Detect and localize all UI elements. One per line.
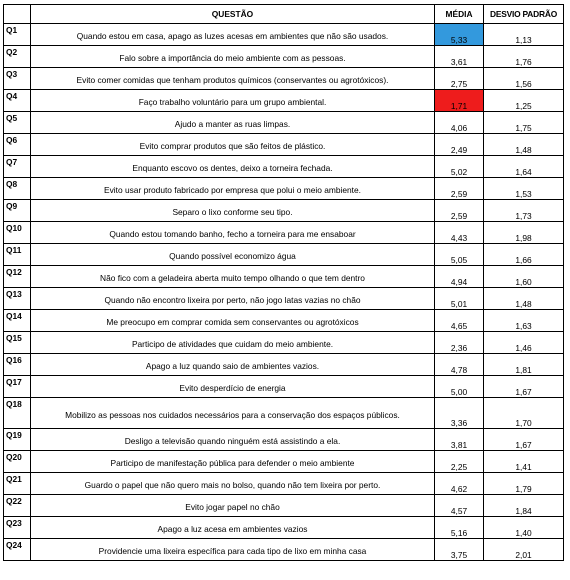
question-text: Me preocupo em comprar comida sem conservantes ou agrotóxicos <box>31 310 435 332</box>
question-id: Q6 <box>4 134 31 156</box>
question-text: Quando possível economizo água <box>31 244 435 266</box>
mean-value: 5,00 <box>435 376 484 398</box>
question-id: Q3 <box>4 68 31 90</box>
question-id: Q14 <box>4 310 31 332</box>
sd-value: 1,63 <box>484 310 564 332</box>
mean-value: 3,36 <box>435 398 484 429</box>
sd-value: 1,67 <box>484 376 564 398</box>
mean-value: 2,75 <box>435 68 484 90</box>
sd-value: 1,64 <box>484 156 564 178</box>
mean-value: 2,59 <box>435 200 484 222</box>
mean-value: 1,71 <box>435 90 484 112</box>
question-id: Q15 <box>4 332 31 354</box>
question-id: Q17 <box>4 376 31 398</box>
question-id: Q8 <box>4 178 31 200</box>
question-id: Q5 <box>4 112 31 134</box>
sd-value: 1,84 <box>484 495 564 517</box>
sd-value: 1,48 <box>484 134 564 156</box>
sd-value: 1,70 <box>484 398 564 429</box>
sd-value: 1,73 <box>484 200 564 222</box>
questionnaire-table <box>3 4 564 561</box>
question-text: Providencie uma lixeira específica para cada tipo de lixo em minha casa <box>31 539 435 561</box>
header-id <box>4 5 31 24</box>
table-row <box>4 376 564 398</box>
table-row <box>4 24 564 46</box>
question-text: Apago a luz quando saio de ambientes vazios. <box>31 354 435 376</box>
table-row <box>4 200 564 222</box>
question-id: Q16 <box>4 354 31 376</box>
question-text: Quando não encontro lixeira por perto, não jogo latas vazias no chão <box>31 288 435 310</box>
sd-value: 1,98 <box>484 222 564 244</box>
question-id: Q12 <box>4 266 31 288</box>
table-row <box>4 332 564 354</box>
sd-value: 2,01 <box>484 539 564 561</box>
header-question: QUESTÃO <box>31 5 435 24</box>
mean-value: 2,59 <box>435 178 484 200</box>
mean-value: 5,33 <box>435 24 484 46</box>
question-id: Q19 <box>4 429 31 451</box>
sd-value: 1,25 <box>484 90 564 112</box>
question-id: Q23 <box>4 517 31 539</box>
table-row <box>4 310 564 332</box>
sd-value: 1,40 <box>484 517 564 539</box>
sd-value: 1,66 <box>484 244 564 266</box>
mean-value: 2,36 <box>435 332 484 354</box>
table-row <box>4 134 564 156</box>
mean-value: 3,81 <box>435 429 484 451</box>
table-row <box>4 539 564 561</box>
table-row <box>4 429 564 451</box>
table-row <box>4 495 564 517</box>
mean-value: 4,94 <box>435 266 484 288</box>
table-row <box>4 266 564 288</box>
question-id: Q9 <box>4 200 31 222</box>
header-row <box>4 5 564 24</box>
question-id: Q24 <box>4 539 31 561</box>
mean-value: 2,49 <box>435 134 484 156</box>
header-sd: DESVIO PADRÃO <box>484 5 564 24</box>
question-id: Q7 <box>4 156 31 178</box>
table-row <box>4 451 564 473</box>
mean-value: 2,25 <box>435 451 484 473</box>
table-row <box>4 112 564 134</box>
question-text: Evito jogar papel no chão <box>31 495 435 517</box>
sd-value: 1,75 <box>484 112 564 134</box>
sd-value: 1,41 <box>484 451 564 473</box>
sd-value: 1,81 <box>484 354 564 376</box>
question-id: Q4 <box>4 90 31 112</box>
mean-value: 5,02 <box>435 156 484 178</box>
table-row <box>4 46 564 68</box>
sd-value: 1,76 <box>484 46 564 68</box>
question-text: Participo de atividades que cuidam do meio ambiente. <box>31 332 435 354</box>
table-row <box>4 398 564 429</box>
question-id: Q13 <box>4 288 31 310</box>
mean-value: 4,78 <box>435 354 484 376</box>
table-row <box>4 222 564 244</box>
table-row <box>4 178 564 200</box>
question-text: Desligo a televisão quando ninguém está assistindo a ela. <box>31 429 435 451</box>
sd-value: 1,60 <box>484 266 564 288</box>
sd-value: 1,79 <box>484 473 564 495</box>
table-row <box>4 244 564 266</box>
question-id: Q18 <box>4 398 31 429</box>
header-mean: MÉDIA <box>435 5 484 24</box>
question-text: Apago a luz acesa em ambientes vazios <box>31 517 435 539</box>
mean-value: 4,65 <box>435 310 484 332</box>
question-id: Q10 <box>4 222 31 244</box>
table-row <box>4 156 564 178</box>
mean-value: 4,62 <box>435 473 484 495</box>
question-text: Ajudo a manter as ruas limpas. <box>31 112 435 134</box>
question-text: Não fico com a geladeira aberta muito tempo olhando o que tem dentro <box>31 266 435 288</box>
mean-value: 3,61 <box>435 46 484 68</box>
question-text: Faço trabalho voluntário para um grupo ambiental. <box>31 90 435 112</box>
mean-value: 4,43 <box>435 222 484 244</box>
mean-value: 4,06 <box>435 112 484 134</box>
question-text: Evito desperdício de energia <box>31 376 435 398</box>
question-text: Evito comer comidas que tenham produtos químicos (conservantes ou agrotóxicos). <box>31 68 435 90</box>
question-text: Falo sobre a importância do meio ambiente com as pessoas. <box>31 46 435 68</box>
question-id: Q2 <box>4 46 31 68</box>
question-text: Quando estou tomando banho, fecho a torneira para me ensaboar <box>31 222 435 244</box>
table-row <box>4 90 564 112</box>
mean-value: 5,16 <box>435 517 484 539</box>
question-id: Q22 <box>4 495 31 517</box>
question-text: Enquanto escovo os dentes, deixo a torneira fechada. <box>31 156 435 178</box>
table-row <box>4 288 564 310</box>
question-text: Participo de manifestação pública para defender o meio ambiente <box>31 451 435 473</box>
mean-value: 5,05 <box>435 244 484 266</box>
question-text: Separo o lixo conforme seu tipo. <box>31 200 435 222</box>
question-id: Q1 <box>4 24 31 46</box>
question-id: Q11 <box>4 244 31 266</box>
table-row <box>4 473 564 495</box>
sd-value: 1,53 <box>484 178 564 200</box>
sd-value: 1,13 <box>484 24 564 46</box>
table-row <box>4 68 564 90</box>
question-text: Quando estou em casa, apago as luzes acesas em ambientes que não são usados. <box>31 24 435 46</box>
question-id: Q20 <box>4 451 31 473</box>
mean-value: 4,57 <box>435 495 484 517</box>
question-text: Mobilizo as pessoas nos cuidados necessários para a conservação dos espaços públicos. <box>31 398 435 429</box>
mean-value: 5,01 <box>435 288 484 310</box>
question-text: Evito usar produto fabricado por empresa que polui o meio ambiente. <box>31 178 435 200</box>
question-text: Guardo o papel que não quero mais no bolso, quando não tem lixeira por perto. <box>31 473 435 495</box>
question-text: Evito comprar produtos que são feitos de plástico. <box>31 134 435 156</box>
mean-value: 3,75 <box>435 539 484 561</box>
sd-value: 1,48 <box>484 288 564 310</box>
sd-value: 1,46 <box>484 332 564 354</box>
sd-value: 1,67 <box>484 429 564 451</box>
table-row <box>4 517 564 539</box>
table-row <box>4 354 564 376</box>
question-id: Q21 <box>4 473 31 495</box>
sd-value: 1,56 <box>484 68 564 90</box>
